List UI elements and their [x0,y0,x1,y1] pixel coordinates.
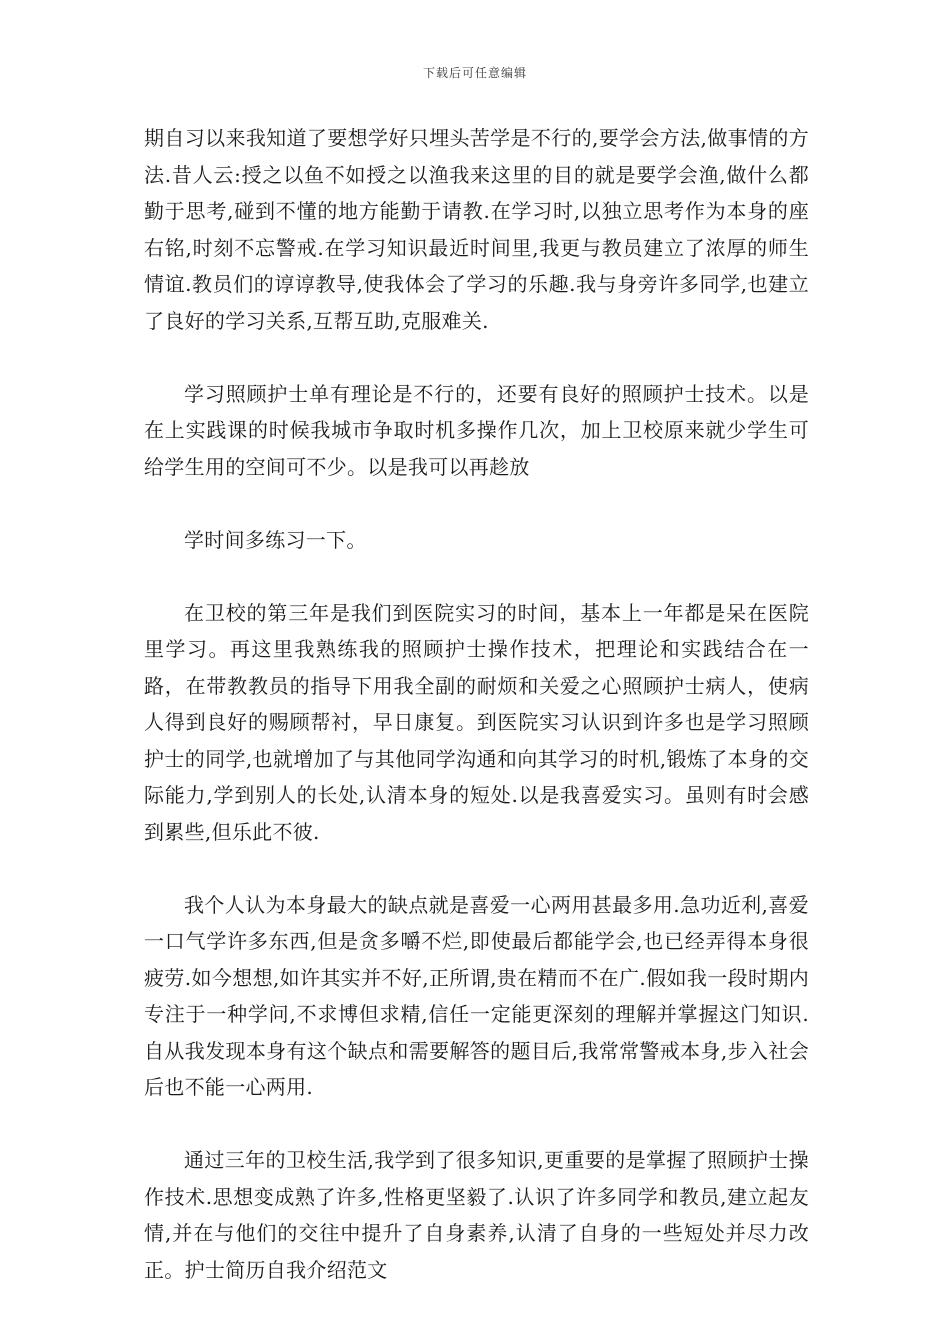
page-header: 下载后可任意编辑 [422,66,527,80]
paragraph-2: 学习照顾护士单有理论是不行的，还要有良好的照顾护士技术。以是在上实践课的时候我城市争取时机多操作几次，加上卫校原来就少学生可给学生用的空间可不少。以是我可以再趁放 [144,381,809,479]
paragraph-1: 期自习以来我知道了要想学好只埋头苦学是不行的,要学会方法,做事情的方法.昔人云:授之以鱼不如授之以渔我来这里的目的就是要学会渔,做什么都勤于思考,碰到不懂的地方能勤于请教.在学习时,以独立思考作为本身的座右铭,时刻不忘警戒.在学习知识最近时间里,我更与教员建立了浓厚的师生情谊.教员们的谆谆教导,使我体会了学习的乐趣.我与身旁许多同学,也建立了良好的学习关系,互帮互助,克服难关. [144,126,809,333]
paragraph-3: 学时间多练习一下。 [184,527,367,552]
paragraph-5: 我个人认为本身最大的缺点就是喜爱一心两用甚最多用.急功近利,喜爱一口气学许多东西,但是贪多嚼不烂,即使最后都能学会,也已经弄得本身很疲劳.如今想想,如许其实并不好,正所谓,贵在精而不在广.假如我一段时期内专注于一种学问,不求博但求精,信任一定能更深刻的理解并掌握这门知识.自从我发现本身有这个缺点和需要解答的题目后,我常常警戒本身,步入社会后也不能一心两用. [144,892,809,1099]
paragraph-6: 通过三年的卫校生活,我学到了很多知识,更重要的是掌握了照顾护士操作技术.思想变成熟了许多,性格更坚毅了.认识了许多同学和教员,建立起友情,并在与他们的交往中提升了自身素养,认清了自身的一些短处并尽力改正。护士简历自我介绍范文 [144,1148,809,1282]
document-body [144,120,809,1288]
paragraph-4: 在卫校的第三年是我们到医院实习的时间，基本上一年都是呆在医院里学习。再这里我熟练我的照顾护士操作技术，把理论和实践结合在一路，在带教教员的指导下用我全副的耐烦和关爱之心照顾护士病人，使病人得到良好的赐顾帮衬，早日康复。到医院实习认识到许多也是学习照顾护士的同学,也就增加了与其他同学沟通和向其学习的时机,锻炼了本身的交际能力,学到别人的长处,认清本身的短处.以是我喜爱实习。虽则有时会感到累些,但乐此不彼. [144,600,809,844]
